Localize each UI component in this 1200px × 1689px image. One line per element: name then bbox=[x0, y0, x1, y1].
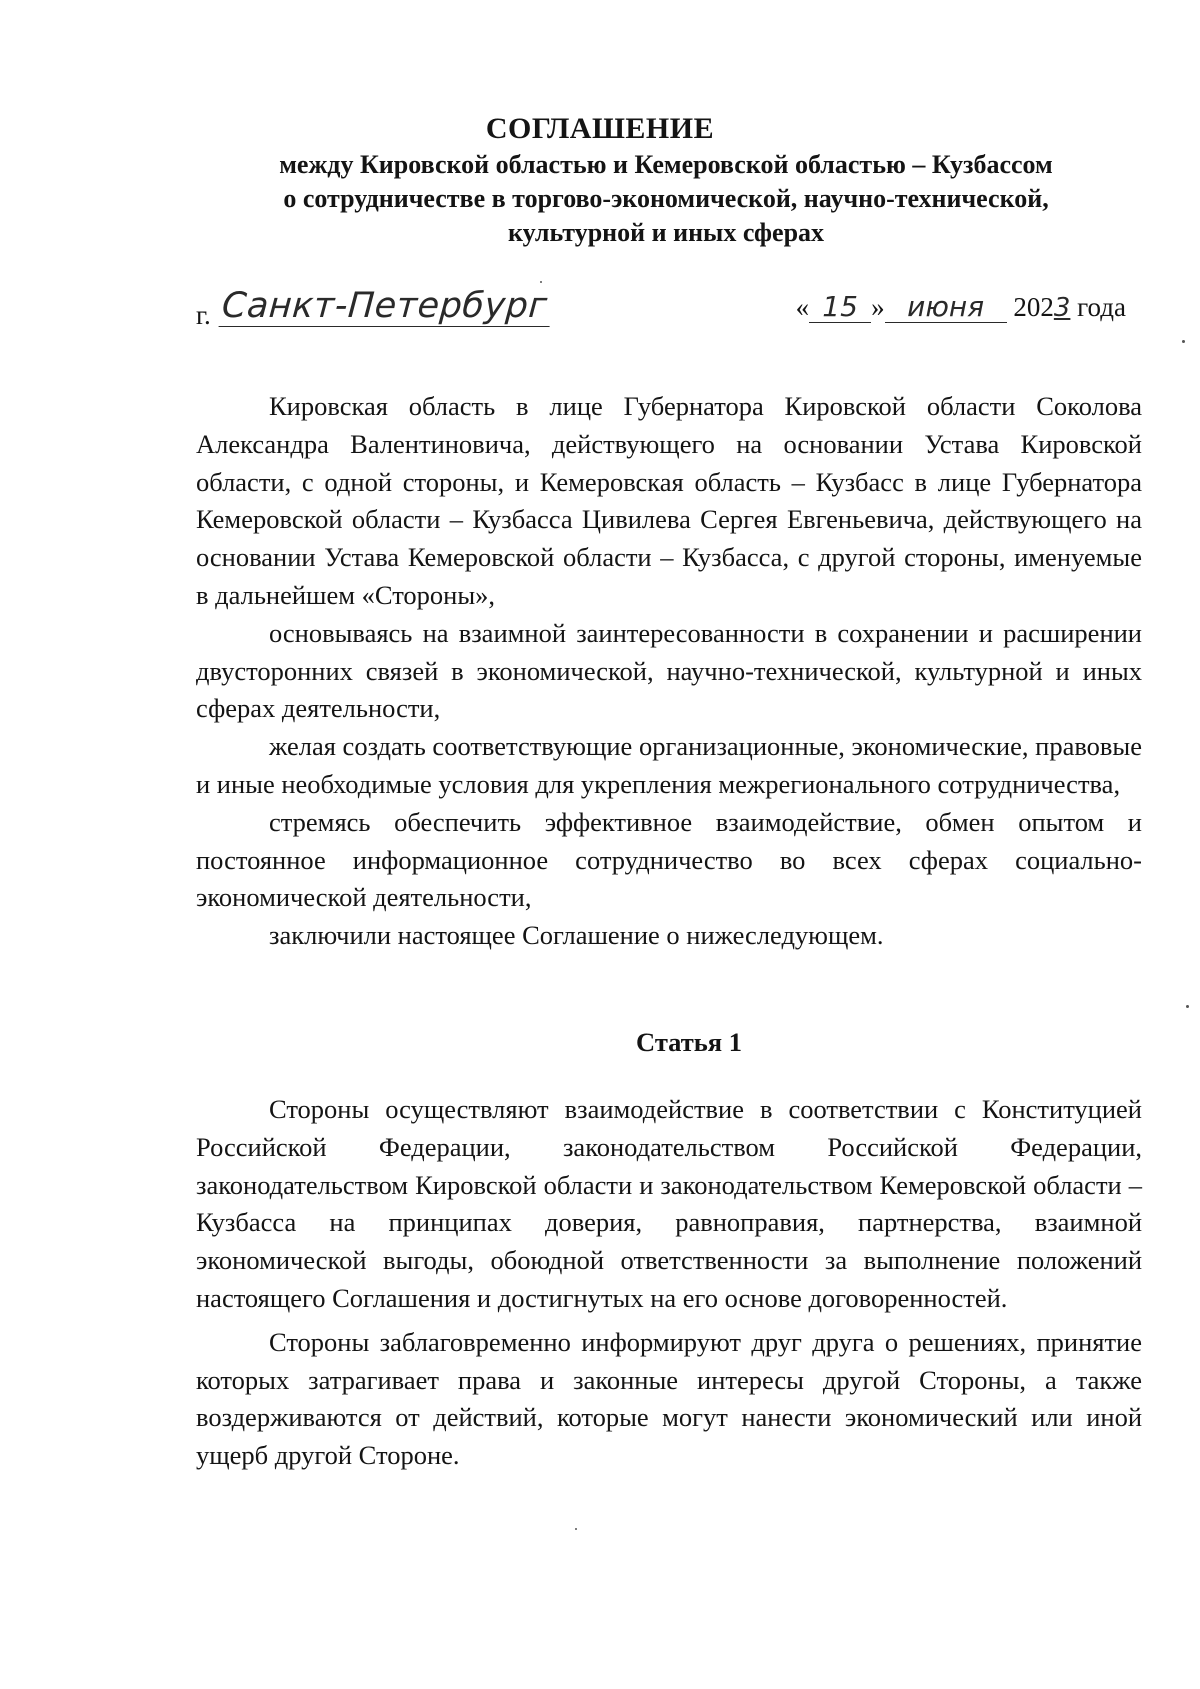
scan-speck bbox=[540, 281, 542, 283]
handwritten-year-digit: 3 bbox=[1053, 293, 1071, 323]
date-day-field bbox=[809, 292, 871, 323]
article-1-body bbox=[196, 1091, 1142, 1475]
subtitle-line: культурной и иных сферах bbox=[507, 218, 825, 247]
article-paragraph: Стороны осуществляют взаимодействие в соответствии с Конституцией Российской Федерации, законодательством Российской Федерации, законодательством Кировской области и законодательством Кемеровской области – Кузбасса на принципах доверия, равноправия, партнерства, взаимной экономической выгоды, обоюдной ответственности за выполнение положений настоящего Соглашения и достигнутых на его основе договоренностей. bbox=[196, 1094, 1142, 1313]
preamble bbox=[196, 388, 1142, 955]
place-and-date-line bbox=[196, 286, 1126, 334]
scan-speck bbox=[1182, 340, 1185, 343]
signing-date bbox=[796, 292, 1126, 323]
subtitle-line: между Кировской областью и Кемеровской областью – Кузбассом bbox=[279, 150, 1053, 179]
preamble-paragraph: заключили настоящее Соглашение о нижеследующем. bbox=[269, 920, 884, 951]
date-open-quote: « bbox=[795, 292, 810, 322]
document-subtitle bbox=[212, 148, 1120, 250]
handwritten-city: Санкт-Петербург bbox=[219, 286, 553, 327]
date-month-field bbox=[885, 292, 1007, 323]
preamble-paragraph: основываясь на взаимной заинтересованности в сохранении и расширении двусторонних связей в экономической, научно-технической, культурной и иных сферах деятельности, bbox=[196, 617, 1142, 724]
scan-speck bbox=[575, 1528, 577, 1530]
handwritten-day: 15 bbox=[822, 290, 858, 323]
date-suffix: года bbox=[1077, 292, 1126, 322]
preamble-paragraph: Кировская область в лице Губернатора Кировской области Соколова Александра Валентиновича, действующего на основании Устава Кировской области, с одной стороны, и Кемеровская область – Кузбасс в лице Губернатора Кемеровской области – Кузбасса Цивилева Сергея Евгеньевича, действующего на основании Устава Кемеровской области – Кузбасса, с другой стороны, именуемые в дальнейшем «Стороны», bbox=[196, 391, 1142, 610]
subtitle-line: о сотрудничестве в торгово-экономической, научно-технической, bbox=[283, 184, 1049, 213]
date-year-printed: 202 bbox=[1013, 292, 1054, 322]
scan-speck bbox=[1186, 1005, 1189, 1008]
article-paragraph: Стороны заблаговременно информируют друг друга о решениях, принятие которых затрагивает права и законные интересы другой Стороны, а также воздерживаются от действий, которые могут нанести экономический или иной ущерб другой Стороне. bbox=[196, 1326, 1142, 1471]
date-close-quote: » bbox=[871, 292, 885, 322]
preamble-paragraph: стремясь обеспечить эффективное взаимодействие, обмен опытом и постоянное информационное сотрудничество во всех сферах социально-экономической деятельности, bbox=[196, 806, 1142, 913]
handwritten-month: июня bbox=[907, 290, 985, 323]
article-heading: Статья 1 bbox=[636, 1027, 742, 1057]
city-prefix: г. bbox=[196, 300, 211, 330]
document-title: СОГЛАШЕНИЕ bbox=[485, 112, 715, 145]
preamble-paragraph: желая создать соответствующие организационные, экономические, правовые и иные необходимые условия для укрепления межрегионального сотрудничества, bbox=[196, 731, 1142, 799]
